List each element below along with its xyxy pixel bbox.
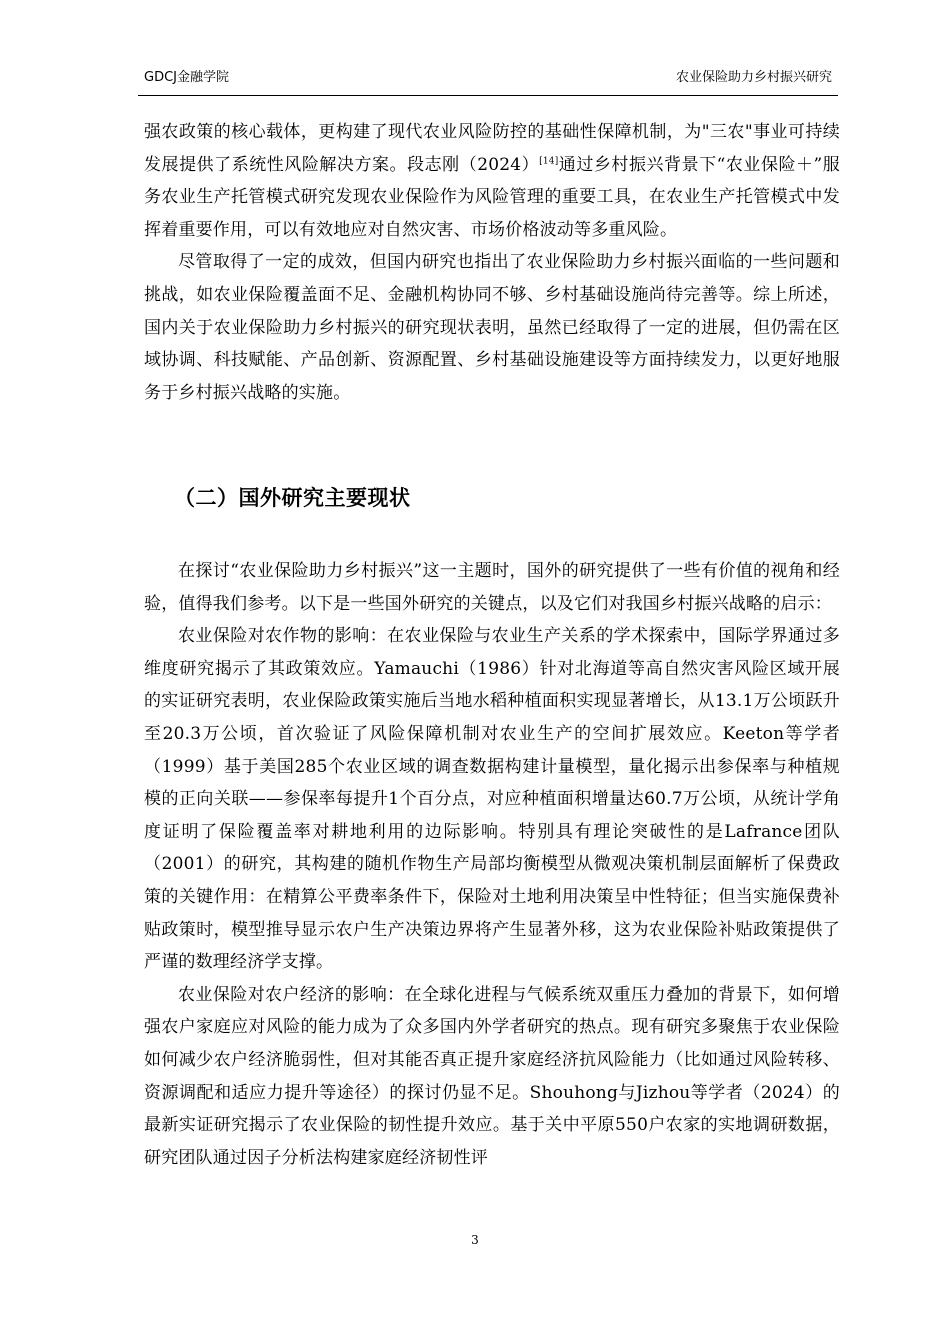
header-divider [138,95,838,96]
paragraph-crop-impact: 农业保险对农作物的影响：在农业保险与农业生产关系的学术探索中，国际学界通过多维度研究揭示了其政策效应。Yamauchi（1986）针对北海道等高自然灾害风险区域开展的实证研究表明，农业保险政策实施后当地水稻种植面积实现显著增长，从13.1万公顷跃升至20.3万公顷，首次验证了风险保障机制对农业生产的空间扩展效应。Keeton等学者（1999）基于美国285个农业区域的调查数据构建计量模型，量化揭示出参保率与种植规模的正向关联——参保率每提升1个百分点，对应种植面积增量达60.7万公顷，从统计学角度证明了保险覆盖率对耕地利用的边际影响。特别具有理论突破性的是Lafrance团队（2001）的研究，其构建的随机作物生产局部均衡模型从微观决策机制层面解析了保费政策的关键作用：在精算公平费率条件下，保险对土地利用决策呈中性特征；但当实施保费补贴政策时，模型推导显示农户生产决策边界将产生显著外移，这为农业保险补贴政策提供了严谨的数理经济学支撑。 [144,626,840,973]
header-document-title: 农业保险助力乡村振兴研究 [675,70,832,85]
page-header [144,66,832,88]
paragraph-text: 通过乡村振兴背景下“农业保险＋”服务农业生产托管模式研究发现农业保险作为风险管理的重要工具，在农业生产托管模式中发挥着重要作用，可以有效地应对自然灾害、市场价格波动等多重风险。 [144,154,840,240]
citation-marker: [14] [539,155,559,166]
paragraph-household-impact: 农业保险对农户经济的影响：在全球化进程与气候系统双重压力叠加的背景下，如何增强农户家庭应对风险的能力成为了众多国内外学者研究的热点。现有研究多聚焦于农业保险如何减少农户经济脆弱性，但对其能否真正提升家庭经济抗风险能力（比如通过风险转移、资源调配和适应力提升等途径）的探讨仍显不足。Shouhong与Jizhou等学者（2024）的最新实证研究揭示了农业保险的韧性提升效应。基于关中平原550户农家的实地调研数据，研究团队通过因子分析法构建家庭经济韧性评 [144,984,840,1168]
paragraph-domestic-summary: 尽管取得了一定的成效，但国内研究也指出了农业保险助力乡村振兴面临的一些问题和挑战，如农业保险覆盖面不足、金融机构协同不够、乡村基础设施尚待完善等。综上所述，国内关于农业保险助力乡村振兴的研究现状表明，虽然已经取得了一定的进展，但仍需在区域协调、科技赋能、产品创新、资源配置、乡村基础设施建设等方面持续发力，以更好地服务于乡村振兴战略的实施。 [144,252,840,403]
section-heading: （二）国外研究主要现状 [174,486,411,510]
body-block-foreign [144,555,840,1174]
paragraph-foreign-intro: 在探讨“农业保险助力乡村振兴”这一主题时，国外的研究提供了一些有价值的视角和经验，值得我们参考。以下是一些国外研究的关键点，以及它们对我国乡村振兴战略的启示： [144,561,840,614]
body-block-domestic [144,116,840,409]
header-institution: GDCJ金融学院 [144,70,229,85]
page-number: 3 [471,1233,479,1247]
paragraph-text: 强农政策的核心载体，更构建了现代农业风险防控的基础性保障机制，为"三农"事业可持续发展提供了系统性风险解决方案。段志刚（2024） [144,122,840,175]
paragraph-domestic-continued [144,116,840,246]
